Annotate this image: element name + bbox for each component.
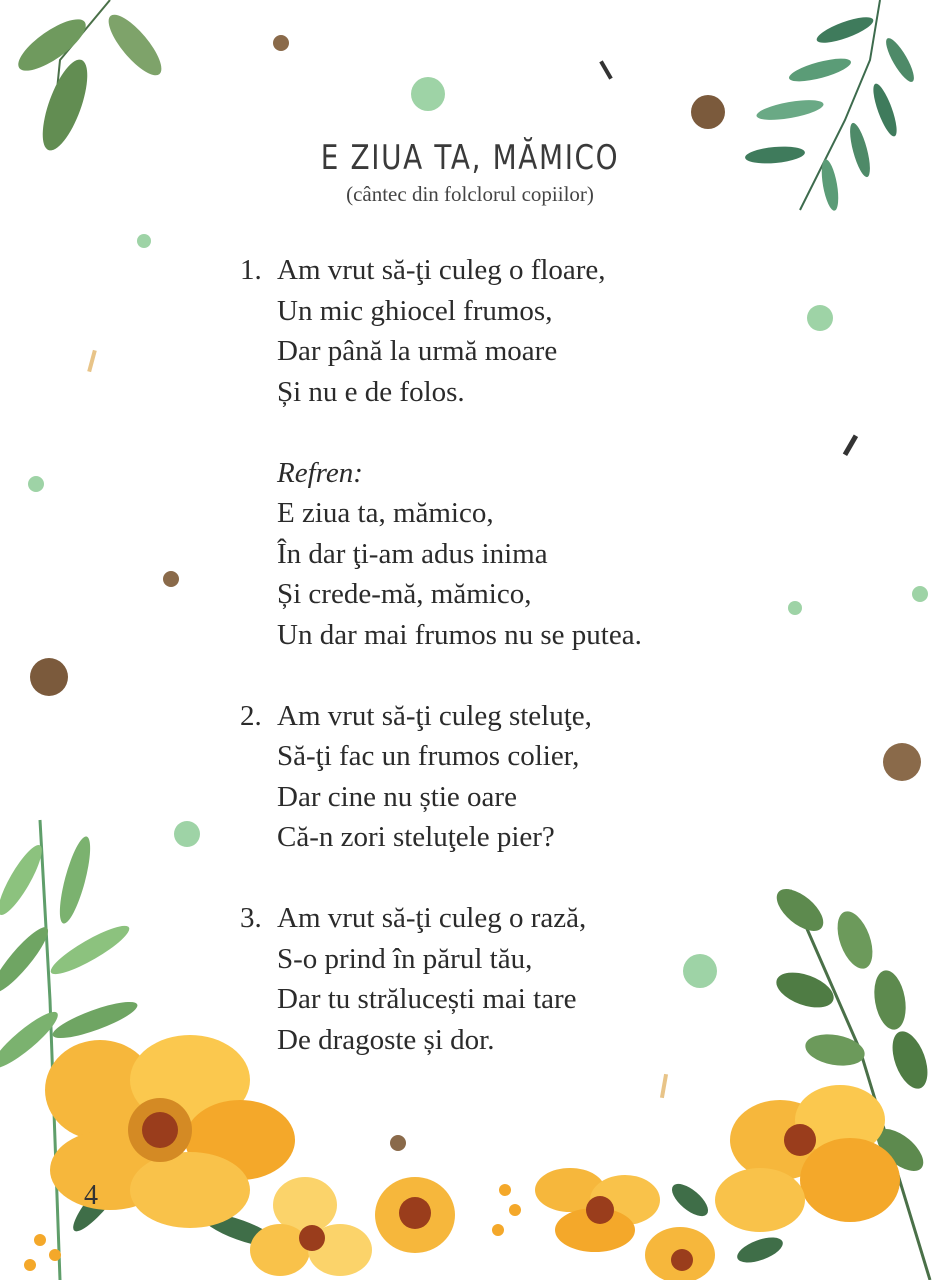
stanza-line: S-o prind în părul tău,: [277, 942, 533, 975]
flower-small-3: [535, 1168, 660, 1252]
stanza-line: Că-n zori steluţele pier?: [277, 821, 555, 853]
refrain-label: Refren:: [277, 456, 363, 489]
refrain-line: E ziua ta, mămico,: [277, 497, 494, 529]
stanza-line: 1. Am vrut să-ţi culeg o floare,: [240, 250, 760, 291]
refrain-line: Un dar mai frumos nu se putea.: [277, 618, 642, 651]
leaf-branch-top-left: [11, 0, 169, 156]
stanza-3: [240, 898, 760, 1060]
stanza-1: [240, 250, 760, 412]
stanza-line: Un mic ghiocel frumos,: [277, 294, 553, 327]
stanza-line: Dar cine nu știe oare: [277, 780, 517, 813]
stanza-line: Și nu e de folos.: [277, 375, 465, 408]
stanza-line: 3. Am vrut să-ţi culeg o rază,: [240, 898, 760, 939]
stanza-line: Dar tu strălucești mai tare: [277, 983, 577, 1015]
stanza-line: 2. Am vrut să-ţi culeg steluţe,: [240, 696, 760, 737]
flower-large-right: [715, 1085, 900, 1232]
stanza-line: Să-ţi fac un frumos colier,: [277, 740, 580, 772]
fern-top-right: [744, 0, 918, 212]
stanza-2: [240, 696, 760, 858]
poem-title: E ZIUA TA, MĂMICO: [320, 138, 620, 178]
refrain: [240, 453, 760, 656]
flower-small-2: [375, 1177, 455, 1253]
page-number: 4: [84, 1180, 98, 1211]
flower-small-1: [250, 1177, 372, 1276]
poem-subtitle: (cântec din folclorul copiilor): [346, 182, 594, 206]
stanza-line: Dar până la urmă moare: [277, 335, 558, 367]
stanza-number: 2.: [240, 699, 262, 732]
stanza-line: De dragoste și dor.: [277, 1023, 495, 1056]
refrain-line: Și crede-mă, mămico,: [277, 578, 532, 610]
stanza-number: 3.: [240, 902, 262, 934]
stanza-number: 1.: [240, 254, 262, 286]
poem-body: [240, 250, 760, 1101]
flower-small-4: [645, 1227, 715, 1280]
refrain-line: În dar ţi-am adus inima: [277, 537, 548, 570]
